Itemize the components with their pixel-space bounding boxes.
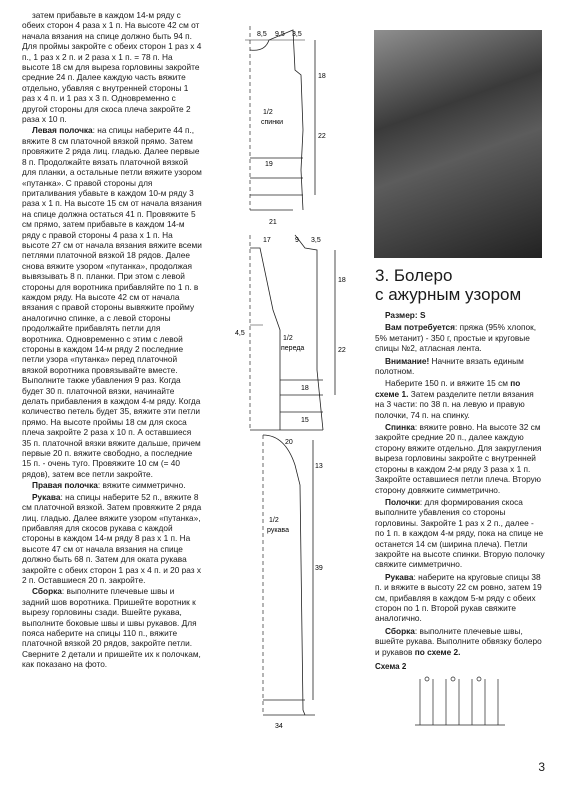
text-start-a: Наберите 150 п. и вяжите 15 см [385, 378, 511, 389]
stitch-chart-label: Схема 2 [375, 662, 407, 671]
dim-front-right-1: 18 [338, 277, 346, 284]
heading-assembly-bolero: Сборка [385, 625, 415, 636]
dim-back-bottom: 21 [269, 219, 277, 226]
text-column-right [375, 310, 545, 659]
dim-front-top-3: 3,5 [311, 237, 321, 244]
paragraph-sleeves-bolero [375, 572, 545, 624]
paragraph-fronts [375, 497, 545, 570]
dim-back-top-3: 3,5 [292, 31, 302, 38]
model-photo [374, 30, 542, 258]
stitch-chart-drawing [375, 671, 545, 731]
dim-sleeve-bottom: 34 [275, 723, 283, 730]
text-start-b: Затем разделите петли вязания на 3 части: по 38 п. на левую и правую полочки, 74 п. на спинку. [375, 388, 534, 420]
dim-front-bottom: 20 [285, 439, 293, 446]
dim-back-right-1: 18 [318, 73, 326, 80]
dim-front-top-2: 9 [295, 237, 299, 244]
dim-front-top-1: 17 [263, 237, 271, 244]
dim-sleeve-right-2: 39 [315, 565, 323, 572]
paragraph-assembly [22, 586, 202, 669]
dim-front-left: 4,5 [235, 330, 245, 337]
label-sleeve-name: рукава [267, 527, 289, 534]
paragraph-materials [375, 322, 545, 353]
text-left-front: : на спицы наберите 44 п., вяжите 8 см платочной вязкой прямо. Затем провяжите 2 ряда лиц. гладью. Далее первые 8 п. Продолжайте вязать платочной вязкой для планки, а остальные петли вяжите узором «путанка». С правой стороны для приталивания убавьте в каждом 10-м ряду 3 раза х 1 п. На высоте 15 см от начала вязания на спице должна остаться 41 п. Провяжите 5 см прямо, затем прибавьте в каждом 14-м ряду с правой стороны 4 раза х 1 п. На высоте 27 см от начала вязания вяжите всеми петлями платочной вязкой 18 рядов. Далее снова вяжите узором «путанка», продолжая вывязывать 8 п. планки. При этом с левой стороны для воротника прибавляйте по 1 п. в каждом ряду. На высоте 42 см от начала вязания с правой стороны вывяжите пройму аналогично спинке, а с левой стороны продолжайте прибавлять петли для воротника. Одновременно с этим с левой стороны в каждом 14-м ряду 2 последние петли узора «путанка» перед платочной вязкой воротника провязывайте вместе. Выполните также убавления 9 раз. Когда будет 30 п. платочной вязки, начинайте делать прибавления в каждом 4-м ряду. Когда количество петель будет 35, вяжите эти петли прямо. На высоте проймы 18 см для скоса плеча закройте 2 раза х 10 п. А оставшиеся 35 п. платочной вязки вяжите дальше, причем первые 20 п. вяжите свободно, а последние 15 п. - очень туго. Провяжите 10 см (= 40 рядов), затем все петли закройте. [22, 125, 202, 479]
dim-back-top-1: 8,5 [257, 31, 267, 38]
heading-fronts: Полочки [385, 496, 420, 507]
diagram-sleeve [263, 435, 315, 715]
heading-sleeves-bolero: Рукава [385, 571, 414, 582]
label-back-name: спинки [261, 119, 284, 126]
chart-loop-3 [477, 677, 481, 681]
text-back: : вяжите ровно. На высоте 32 см закройте средние 20 п., далее каждую сторону вяжите отдельно. Для закругления выреза горловины закройте с внутренней стороны в каждом 2-м ряду 3 раза х 1 п. Закройте оставшиеся петли плеча. Вторую сторону довяжите симметрично. [375, 422, 542, 495]
label-sleeve-fraction: 1/2 [269, 517, 279, 524]
paragraph-sleeves [22, 492, 202, 586]
label-front-fraction: 1/2 [283, 335, 293, 342]
size-heading: Размер: S [385, 310, 426, 320]
paragraph-right-front [22, 480, 202, 490]
text-right-front: : вяжите симметрично. [97, 480, 186, 491]
dim-front-right-4: 15 [301, 417, 309, 424]
chart-loop-2 [451, 677, 455, 681]
text-attention: Начните вязать единым полотном. [375, 355, 524, 377]
paragraph-left-front [22, 125, 202, 479]
chart-loop-1 [425, 677, 429, 681]
heading-sleeves: Рукава [32, 491, 61, 502]
heading-attention: Внимание! [385, 355, 430, 366]
dim-front-right-2: 22 [338, 347, 346, 354]
text-assembly-bolero-bold: по схеме 2. [414, 646, 461, 657]
title-line-1: 3. Болеро [375, 266, 453, 285]
text-sleeves: : на спицы наберите 52 п., вяжите 8 см платочной вязкой. Затем провяжите 2 ряда лиц. гладью. Далее вяжите узором «путанка», прибавляя для скосов рукава с каждой стороны в каждом 14-м ряду 8 раз х 1 п. На высоте 47 см от начала вязания на спице должно быть 68 п. Затем для оката рукава закройте с обеих сторон 1 раз х 4 п. и 20 раз х 2 п. Оставшиеся 20 п. закройте. [22, 491, 202, 585]
dim-sleeve-right-1: 13 [315, 463, 323, 470]
diagram-back [245, 26, 315, 210]
heading-assembly: Сборка [32, 586, 62, 597]
title-line-2: с ажурным узором [375, 285, 522, 304]
text-column-left [22, 10, 202, 671]
paragraph-back [375, 422, 545, 495]
dim-back-right-3: 19 [265, 161, 273, 168]
heading-left-front: Левая полочка [32, 125, 93, 136]
dim-back-top-2: 9,5 [275, 31, 285, 38]
label-front-name: переда [281, 345, 305, 352]
text-assembly-bolero-a: : выполните плечевые швы, вшейте рукава. Выполните обвязку болеро и рукавов [375, 625, 542, 657]
stitch-chart-2 [375, 662, 545, 732]
text-fronts: : для формирования скоса выполните убавления со стороны горловины. Закройте 1 раз х 2 п., далее - по 1 п. в каждом 4-м ряду, пока на спице не останется 14 см (ширина плеча). Петли закройте на высоте спинки. Вторую полочку свяжите симметрично. [375, 496, 545, 570]
paragraph-back-continued: затем прибавьте в каждом 14-м ряду с обеих сторон 4 раза х 1 п. На высоте 42 см от начала вязания на спице должно быть 94 п. Для проймы закройте с обеих сторон 1 раз х 4 п., 1 раз х 2 п. и 2 раза х 1 п. = 78 п. На высоте 18 см для выреза горловины закройте средние 24 п. Далее каждую часть вяжите отдельно, убавляя с внутренней стороны 1 раз х 4 п. и 1 раз х 3 п. Одновременно с другой стороны для скоса плеча закройте 2 раза х 10 п. [22, 10, 202, 125]
text-start-bold: по схеме 1. [375, 378, 521, 399]
pattern-diagrams [205, 10, 367, 770]
dim-back-right-2: 22 [318, 133, 326, 140]
label-back-fraction: 1/2 [263, 109, 273, 116]
text-assembly: : выполните плечевые швы и задний шов воротника. Пришейте воротник к вырезу горловины сзади. Вшейте рукава, выполните боковые швы и швы рукавов. Для пояса наберите на спицы 110 п., вяжите платочной вязкой 20 рядов, закройте петли. Сверните 2 детали и пришейте их к полочкам, как показано на фото. [22, 586, 201, 670]
heading-back: Спинка [385, 422, 415, 433]
heading-right-front: Правая полочка [32, 480, 98, 491]
dim-front-right-3: 18 [301, 385, 309, 392]
text-sleeves-bolero: : наберите на круговые спицы 38 п. и вяжите в высоту 22 см ровно, затем 19 см, прибавляя в каждом 5-м ряду с обеих сторон по 1 п. Второй рукав свяжите аналогично. [375, 571, 542, 624]
paragraph-attention [375, 356, 545, 377]
text-materials: : пряжа (95% хлопок, 5% метанит) - 350 г, простые и круговые спицы №2, атласная лента. [375, 322, 536, 354]
pattern-title [375, 266, 545, 304]
diagram-front [250, 235, 335, 430]
paragraph-start [375, 378, 545, 420]
page-number: 3 [538, 760, 545, 774]
heading-materials: Вам потребуется [385, 322, 455, 333]
paragraph-assembly-bolero [375, 626, 545, 657]
